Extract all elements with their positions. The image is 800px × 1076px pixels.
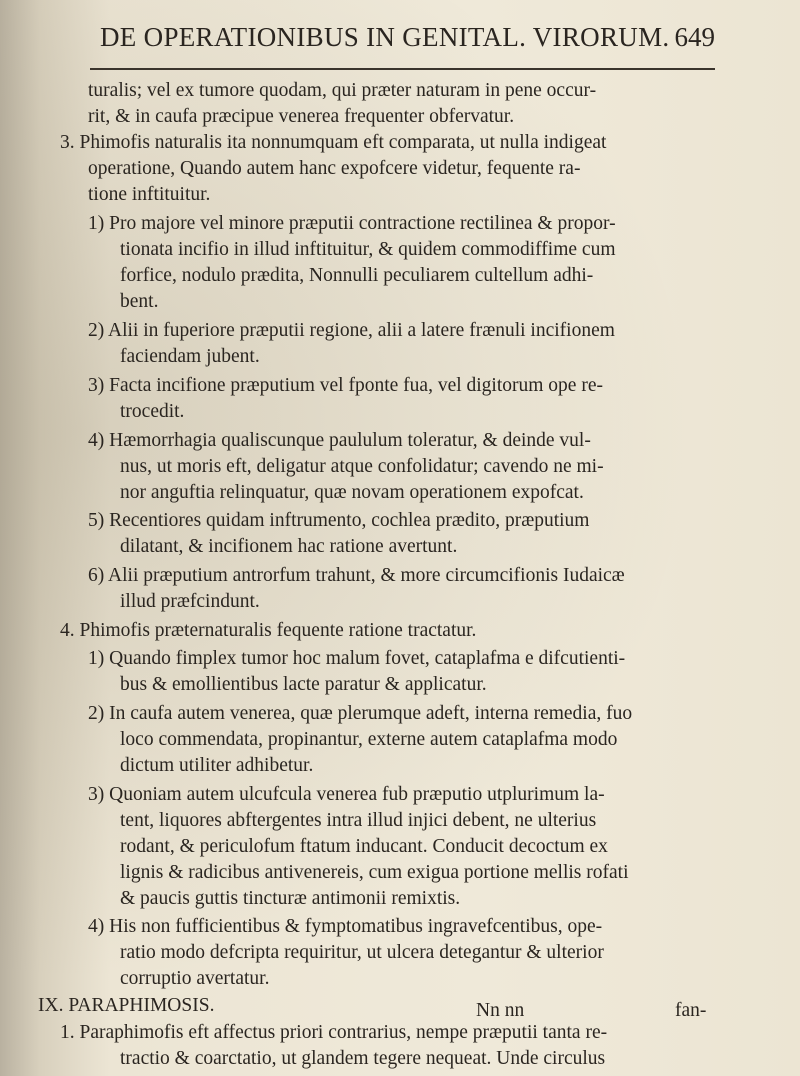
signature-mark: Nn nn — [476, 1000, 525, 1021]
text-line: rit, & in caufa præcipue venerea frequenter obfervatur. — [88, 106, 515, 127]
text-line: loco commendata, propinantur, externe autem cataplafma modo — [120, 729, 618, 750]
text-line: 3) Quoniam autem ulcufcula venerea fub præputio utplurimum la- — [88, 784, 605, 805]
text-line: 3) Facta incifione præputium vel fponte fua, vel digitorum ope re- — [88, 375, 603, 396]
text-line: 1) Quando fimplex tumor hoc malum fovet, cataplafma e difcutienti- — [88, 648, 626, 669]
text-line: bus & emollientibus lacte paratur & applicatur. — [120, 674, 487, 695]
text-line: bent. — [120, 291, 159, 312]
text-line: 2) Alii in fuperiore præputii regione, alii a latere frænuli incifionem — [88, 320, 615, 341]
text-line: operatione, Quando autem hanc expofcere videtur, fequente ra- — [88, 158, 581, 179]
text-line: faciendam jubent. — [120, 346, 260, 367]
page-header — [55, 20, 755, 72]
text-line: forfice, nodulo prædita, Nonnulli peculiarem cultellum adhi- — [120, 265, 594, 286]
text-line: 2) In caufa autem venerea, quæ plerumque adeft, interna remedia, fuo — [88, 703, 633, 724]
header-rule — [90, 68, 715, 70]
text-line: turalis; vel ex tumore quodam, qui præter naturam in pene occur- — [88, 80, 597, 101]
text-line: 3. Phimofis naturalis ita nonnumquam eft comparata, ut nulla indigeat — [60, 132, 607, 153]
text-line: 6) Alii præputium antrorfum trahunt, & more circumcifionis Iudaicæ — [88, 565, 625, 586]
text-line: tent, liquores abftergentes intra illud injici debent, ne ulterius — [120, 810, 597, 831]
text-line: tractio & coarctatio, ut glandem tegere nequeat. Unde circulus — [120, 1048, 606, 1069]
text-line: 4. Phimofis præternaturalis fequente ratione tractatur. — [60, 620, 477, 641]
section-heading: IX. PARAPHIMOSIS. — [38, 995, 215, 1016]
text-line: ratio modo defcripta requiritur, ut ulcera detegantur & ulterior — [120, 942, 604, 963]
text-line: nus, ut moris eft, deligatur atque confolidatur; cavendo ne mi- — [120, 456, 604, 477]
text-line: dictum utiliter adhibetur. — [120, 755, 314, 776]
text-line: dilatant, & incifionem hac ratione avertunt. — [120, 536, 458, 557]
text-line: 4) Hæmorrhagia qualiscunque paululum toleratur, & deinde vul- — [88, 430, 591, 451]
text-line: 4) His non fufficientibus & fymptomatibus ingravefcentibus, ope- — [88, 916, 603, 937]
text-line: illud præfcindunt. — [120, 591, 260, 612]
catchword: fan- — [675, 1000, 707, 1021]
text-line: tionata incifio in illud inftituitur, & quidem commodiffime cum — [120, 239, 616, 260]
text-line: tione inftituitur. — [88, 184, 211, 205]
text-line: 5) Recentiores quidam inftrumento, cochlea prædito, præputium — [88, 510, 590, 531]
text-line: nor anguftia relinquatur, quæ novam operationem expofcat. — [120, 482, 584, 503]
text-line: & paucis guttis tincturæ antimonii remixtis. — [120, 888, 461, 909]
text-line: 1. Paraphimofis eft affectus priori contrarius, nempe præputii tanta re- — [60, 1022, 608, 1043]
text-line: corruptio avertatur. — [120, 968, 270, 989]
running-head: DE OPERATIONIBUS IN GENITAL. VIRORUM. — [100, 22, 670, 52]
text-line: trocedit. — [120, 401, 185, 422]
page-number: 649 — [674, 22, 715, 52]
text-line: rodant, & periculofum ftatum inducant. Conducit decoctum ex — [120, 836, 608, 857]
text-line: 1) Pro majore vel minore præputii contractione rectilinea & propor- — [88, 213, 616, 234]
text-line: lignis & radicibus antivenereis, cum exigua portione mellis rofati — [120, 862, 629, 883]
